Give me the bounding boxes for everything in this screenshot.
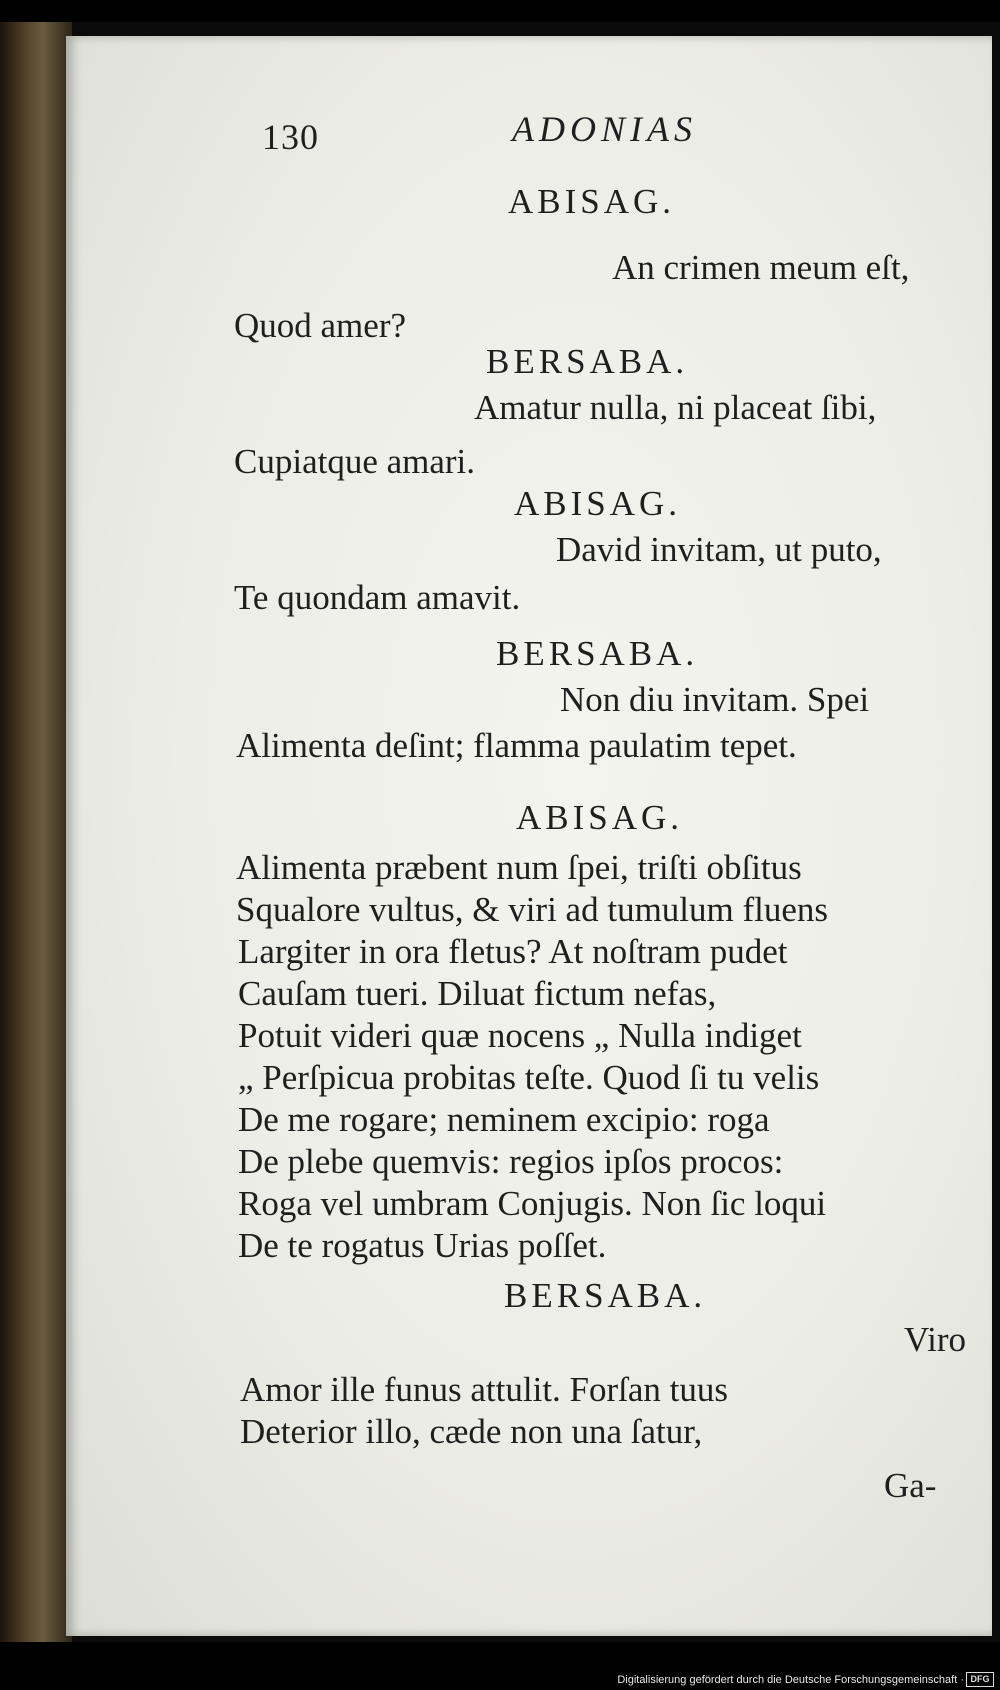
speaker-heading: ABISAG.: [508, 182, 676, 221]
verse-line: Quod amer?: [234, 306, 407, 345]
verse-line: Largiter in ora fletus? At noſtram pudet: [238, 932, 788, 971]
verse-line: David invitam, ut puto,: [556, 530, 882, 569]
page-number: 130: [262, 117, 319, 157]
scan-top-border: [0, 0, 1000, 22]
verse-line: Roga vel umbram Conjugis. Non ſic loqui: [238, 1184, 827, 1223]
scan-bottom-border: [0, 1642, 1000, 1690]
catchword: Ga-: [884, 1466, 937, 1505]
book-binding-edge: [0, 22, 72, 1642]
verse-line: Deterior illo, cæde non una ſatur,: [240, 1412, 703, 1451]
verse-line: Alimenta deſint; flamma paulatim tepet.: [236, 726, 797, 765]
dfg-logo: DFG: [966, 1672, 994, 1687]
verse-line: Cauſam tueri. Diluat fictum nefas,: [238, 974, 717, 1013]
verse-line: De plebe quemvis: regios ipſos procos:: [238, 1142, 784, 1181]
verse-line: Potuit videri quæ nocens „ Nulla indiget: [238, 1016, 802, 1055]
verse-line: Non diu invitam. Spei: [560, 680, 870, 719]
verse-line: Squalore vultus, & viri ad tumulum fluens: [236, 890, 829, 929]
speaker-heading: ABISAG.: [514, 484, 682, 523]
verse-line: De me rogare; neminem excipio: roga: [238, 1100, 770, 1139]
speaker-heading: BERSABA.: [496, 634, 699, 673]
verse-line: De te rogatus Urias poſſet.: [238, 1226, 607, 1265]
verse-line: An crimen meum eſt,: [612, 248, 910, 287]
speaker-heading: BERSABA.: [504, 1276, 707, 1315]
digitization-credit: Digitalisierung gefördert durch die Deutsche Forschungsgemeinschaft ·: [617, 1674, 964, 1686]
verse-line: Alimenta præbent num ſpei, triſti obſitus: [236, 848, 802, 887]
verse-line: Amatur nulla, ni placeat ſibi,: [474, 388, 877, 427]
speaker-heading: BERSABA.: [486, 342, 689, 381]
verse-line: Amor ille funus attulit. Forſan tuus: [240, 1370, 729, 1409]
verse-line: „ Perſpicua probitas teſte. Quod ſi tu velis: [238, 1058, 820, 1097]
speaker-heading: ABISAG.: [516, 798, 684, 837]
verse-line: Viro: [904, 1320, 967, 1359]
running-head: ADONIAS: [512, 109, 697, 149]
verse-line: Te quondam amavit.: [234, 578, 521, 617]
verse-line: Cupiatque amari.: [234, 442, 476, 481]
